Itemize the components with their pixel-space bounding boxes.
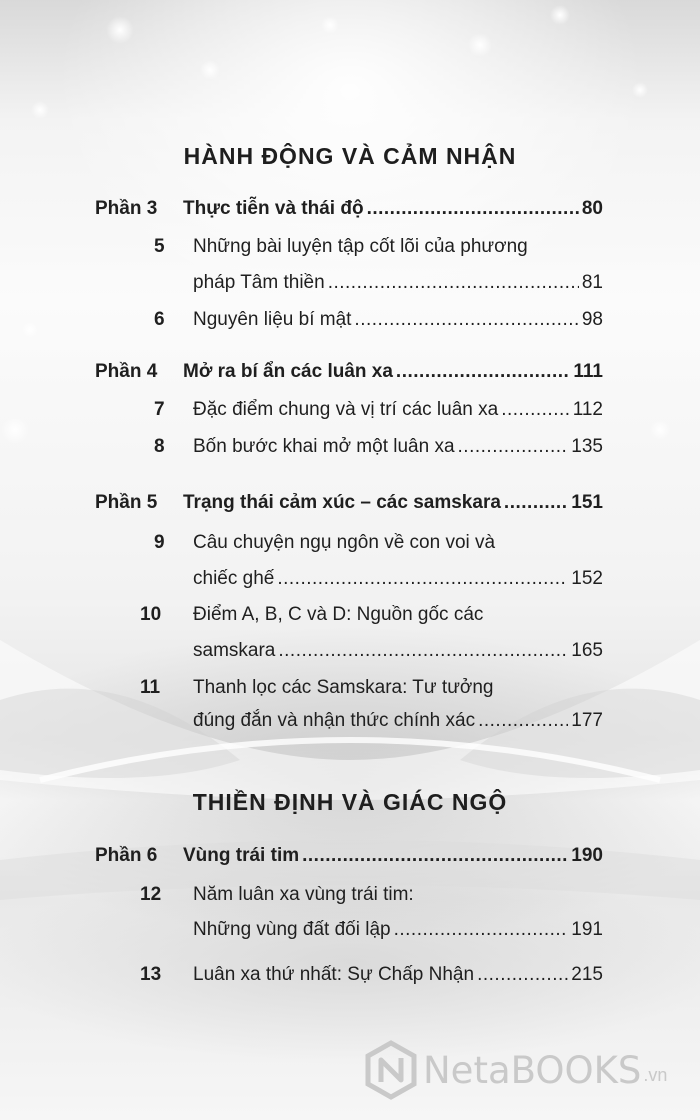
dot-leader <box>394 919 569 941</box>
page-number: 80 <box>581 198 603 219</box>
chapter-number: 13 <box>140 964 162 985</box>
dot-leader <box>328 272 579 294</box>
chapter-title-cont: samskara <box>193 640 276 661</box>
chapter-number: 5 <box>154 236 165 257</box>
toc-chapter-5-cont[interactable] <box>193 272 603 302</box>
toc-chapter-9[interactable] <box>140 532 603 562</box>
chapter-number: 9 <box>154 532 165 553</box>
dot-leader <box>501 399 570 421</box>
chapter-title-cont: đúng đắn và nhận thức chính xác <box>193 710 476 731</box>
chapter-title-cont: pháp Tâm thiền <box>193 272 325 293</box>
page-number: 215 <box>571 964 603 985</box>
dot-leader <box>396 361 570 383</box>
toc-chapter-10[interactable] <box>140 604 603 634</box>
part-label: Phần 3 <box>95 198 158 219</box>
chapter-title: Năm luân xa vùng trái tim: <box>193 884 414 905</box>
watermark-brand: NetaBOOKS <box>423 1048 642 1092</box>
dot-leader <box>354 309 578 331</box>
toc-chapter-12-cont[interactable] <box>193 919 603 949</box>
toc-chapter-6[interactable] <box>140 309 603 339</box>
chapter-number: 7 <box>154 399 165 420</box>
chapter-title-cont: chiếc ghế <box>193 568 275 589</box>
chapter-title: Luân xa thứ nhất: Sự Chấp Nhận <box>193 964 475 985</box>
chapter-number: 11 <box>140 677 161 698</box>
netabooks-watermark <box>365 1040 700 1100</box>
toc-chapter-9-cont[interactable] <box>193 568 603 598</box>
section-title: HÀNH ĐỘNG VÀ CẢM NHẬN <box>183 143 517 169</box>
part-label: Phần 4 <box>95 361 158 382</box>
chapter-title: Câu chuyện ngụ ngôn về con voi và <box>193 532 496 553</box>
toc-chapter-8[interactable] <box>140 436 603 466</box>
toc-chapter-12[interactable] <box>140 884 603 914</box>
toc-part-4[interactable] <box>95 361 603 391</box>
part-title: Thực tiễn và thái độ <box>183 198 364 219</box>
dot-leader <box>477 964 568 986</box>
page-number: 165 <box>571 640 603 661</box>
toc-chapter-10-cont[interactable] <box>193 640 603 670</box>
page-number: 98 <box>581 309 603 330</box>
toc-chapter-5[interactable] <box>140 236 603 266</box>
chapter-title-cont: Những vùng đất đối lập <box>193 919 391 940</box>
chapter-number: 12 <box>140 884 162 905</box>
page-number: 190 <box>571 845 603 866</box>
watermark-suffix: .vn <box>643 1064 668 1085</box>
part-title: Vùng trái tim <box>183 845 300 866</box>
chapter-title: Điểm A, B, C và D: Nguồn gốc các <box>193 604 484 625</box>
chapter-title: Thanh lọc các Samskara: Tư tưởng <box>193 677 494 698</box>
dot-leader <box>478 710 568 732</box>
page-number: 152 <box>571 568 603 589</box>
dot-leader <box>302 845 568 867</box>
page-number: 112 <box>572 399 603 420</box>
page-number: 151 <box>571 492 603 513</box>
part-title: Trạng thái cảm xúc – các samskara <box>183 492 501 513</box>
netabooks-logo-icon <box>365 1040 417 1100</box>
part-title: Mở ra bí ẩn các luân xa <box>183 361 393 382</box>
toc-part-3[interactable] <box>95 198 603 228</box>
chapter-title: Bốn bước khai mở một luân xa <box>193 436 455 457</box>
toc-part-5[interactable] <box>95 492 603 522</box>
toc-chapter-11[interactable] <box>140 677 603 707</box>
chapter-title: Nguyên liệu bí mật <box>193 309 352 330</box>
page-number: 135 <box>571 436 603 457</box>
toc-part-6[interactable] <box>95 845 603 875</box>
page-number: 177 <box>571 710 603 731</box>
dot-leader <box>278 640 568 662</box>
dot-leader <box>277 568 568 590</box>
part-label: Phần 5 <box>95 492 158 513</box>
chapter-number: 6 <box>154 309 165 330</box>
page-number: 191 <box>571 919 603 940</box>
dot-leader <box>458 436 569 458</box>
toc-chapter-13[interactable] <box>140 964 603 994</box>
toc-chapter-7[interactable] <box>140 399 603 429</box>
section-title: THIỀN ĐỊNH VÀ GIÁC NGỘ <box>192 789 508 815</box>
chapter-title: Những bài luyện tập cốt lõi của phương <box>193 236 528 257</box>
chapter-number: 10 <box>140 604 162 625</box>
dot-leader <box>367 198 579 220</box>
chapter-number: 8 <box>154 436 165 457</box>
chapter-title: Đặc điểm chung và vị trí các luân xa <box>193 399 499 420</box>
toc-chapter-11-cont[interactable] <box>193 710 603 740</box>
page-number: 81 <box>581 272 603 293</box>
page-number: 111 <box>573 361 603 382</box>
part-label: Phần 6 <box>95 845 158 866</box>
dot-leader <box>504 492 568 514</box>
